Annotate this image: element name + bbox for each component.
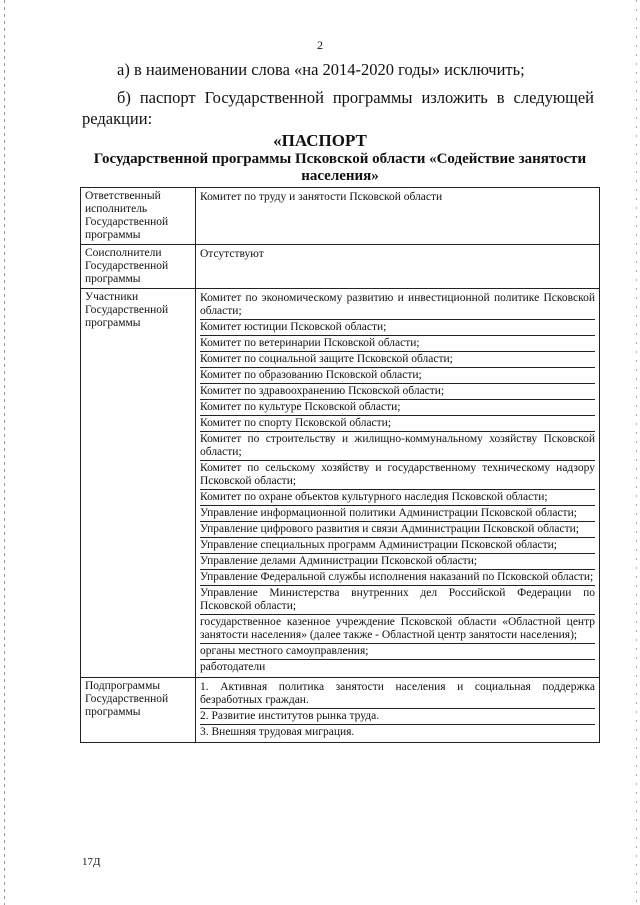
list-item: Управление информационной политики Администрации Псковской области; (200, 505, 595, 521)
list-item: Комитет по культуре Псковской области; (200, 399, 595, 415)
paragraph-item-b-continuation: редакции: (82, 109, 153, 128)
list-item: Комитет по строительству и жилищно-коммунальному хозяйству Псковской области; (200, 433, 595, 458)
list-item: Комитет по труду и занятости Псковской области (200, 191, 443, 203)
table-row (81, 289, 600, 678)
list-item: 1. Активная политика занятости населения и социальная поддержка безработных граждан. (200, 681, 595, 706)
list-item: Комитет по спорту Псковской области; (200, 415, 595, 431)
row-value (196, 188, 600, 245)
page-number: 2 (317, 38, 323, 52)
list-item: Управление Министерства внутренних дел Российской Федерации по Псковской области; (200, 587, 595, 612)
table-row (81, 188, 600, 245)
list-item: Комитет по образованию Псковской области; (200, 367, 595, 383)
table-row (81, 678, 600, 743)
passport-table (80, 187, 600, 743)
table-row (81, 245, 600, 289)
list-item: Комитет по ветеринарии Псковской области; (200, 335, 595, 351)
list-item: Управление делами Администрации Псковской области; (200, 553, 595, 569)
document-title: «ПАСПОРТ (273, 131, 367, 150)
list-item: Управление цифрового развития и связи Администрации Псковской области; (200, 521, 595, 537)
list-item: Управление Федеральной службы исполнения наказаний по Псковской области; (200, 571, 594, 583)
list-item: государственное казенное учреждение Псковской области «Областной центр занятости населения» (далее также - Областной центр занятости населения); (200, 616, 595, 641)
list-item: Управление специальных программ Администрации Псковской области; (200, 537, 595, 553)
list-item: работодатели (200, 659, 595, 675)
row-label: Ответственный исполнитель Государственной программы (81, 188, 196, 245)
list-item: Комитет по здравоохранению Псковской области; (200, 383, 595, 399)
row-value (196, 245, 600, 289)
list-item: органы местного самоуправления; (200, 643, 595, 659)
list-item: 3. Внешняя трудовая миграция. (200, 724, 595, 740)
paragraph-item-a: а) в наименовании слова «на 2014-2020 годы» исключить; (117, 60, 525, 79)
list-item: Отсутствуют (200, 248, 264, 260)
row-label: Участники Государственной программы (81, 289, 196, 678)
document-subtitle: Государственной программы Псковской области «Содействие занятости населения» (93, 151, 587, 184)
paragraph-item-b: б) паспорт Государственной программы изложить в следующей (117, 88, 594, 107)
list-item: Комитет по экономическому развитию и инвестиционной политике Псковской области; (200, 292, 595, 317)
row-label: Подпрограммы Государственной программы (81, 678, 196, 743)
list-item: Комитет по сельскому хозяйству и государственному техническому надзору Псковской области; (200, 462, 595, 487)
row-value (196, 289, 600, 678)
row-value (196, 678, 600, 743)
list-item: Комитет юстиции Псковской области; (200, 319, 595, 335)
footer-code: 17Д (82, 856, 101, 868)
list-item: Комитет по охране объектов культурного наследия Псковской области; (200, 489, 595, 505)
row-label: Соисполнители Государственной программы (81, 245, 196, 289)
list-item: 2. Развитие институтов рынка труда. (200, 708, 595, 724)
list-item: Комитет по социальной защите Псковской области; (200, 351, 595, 367)
